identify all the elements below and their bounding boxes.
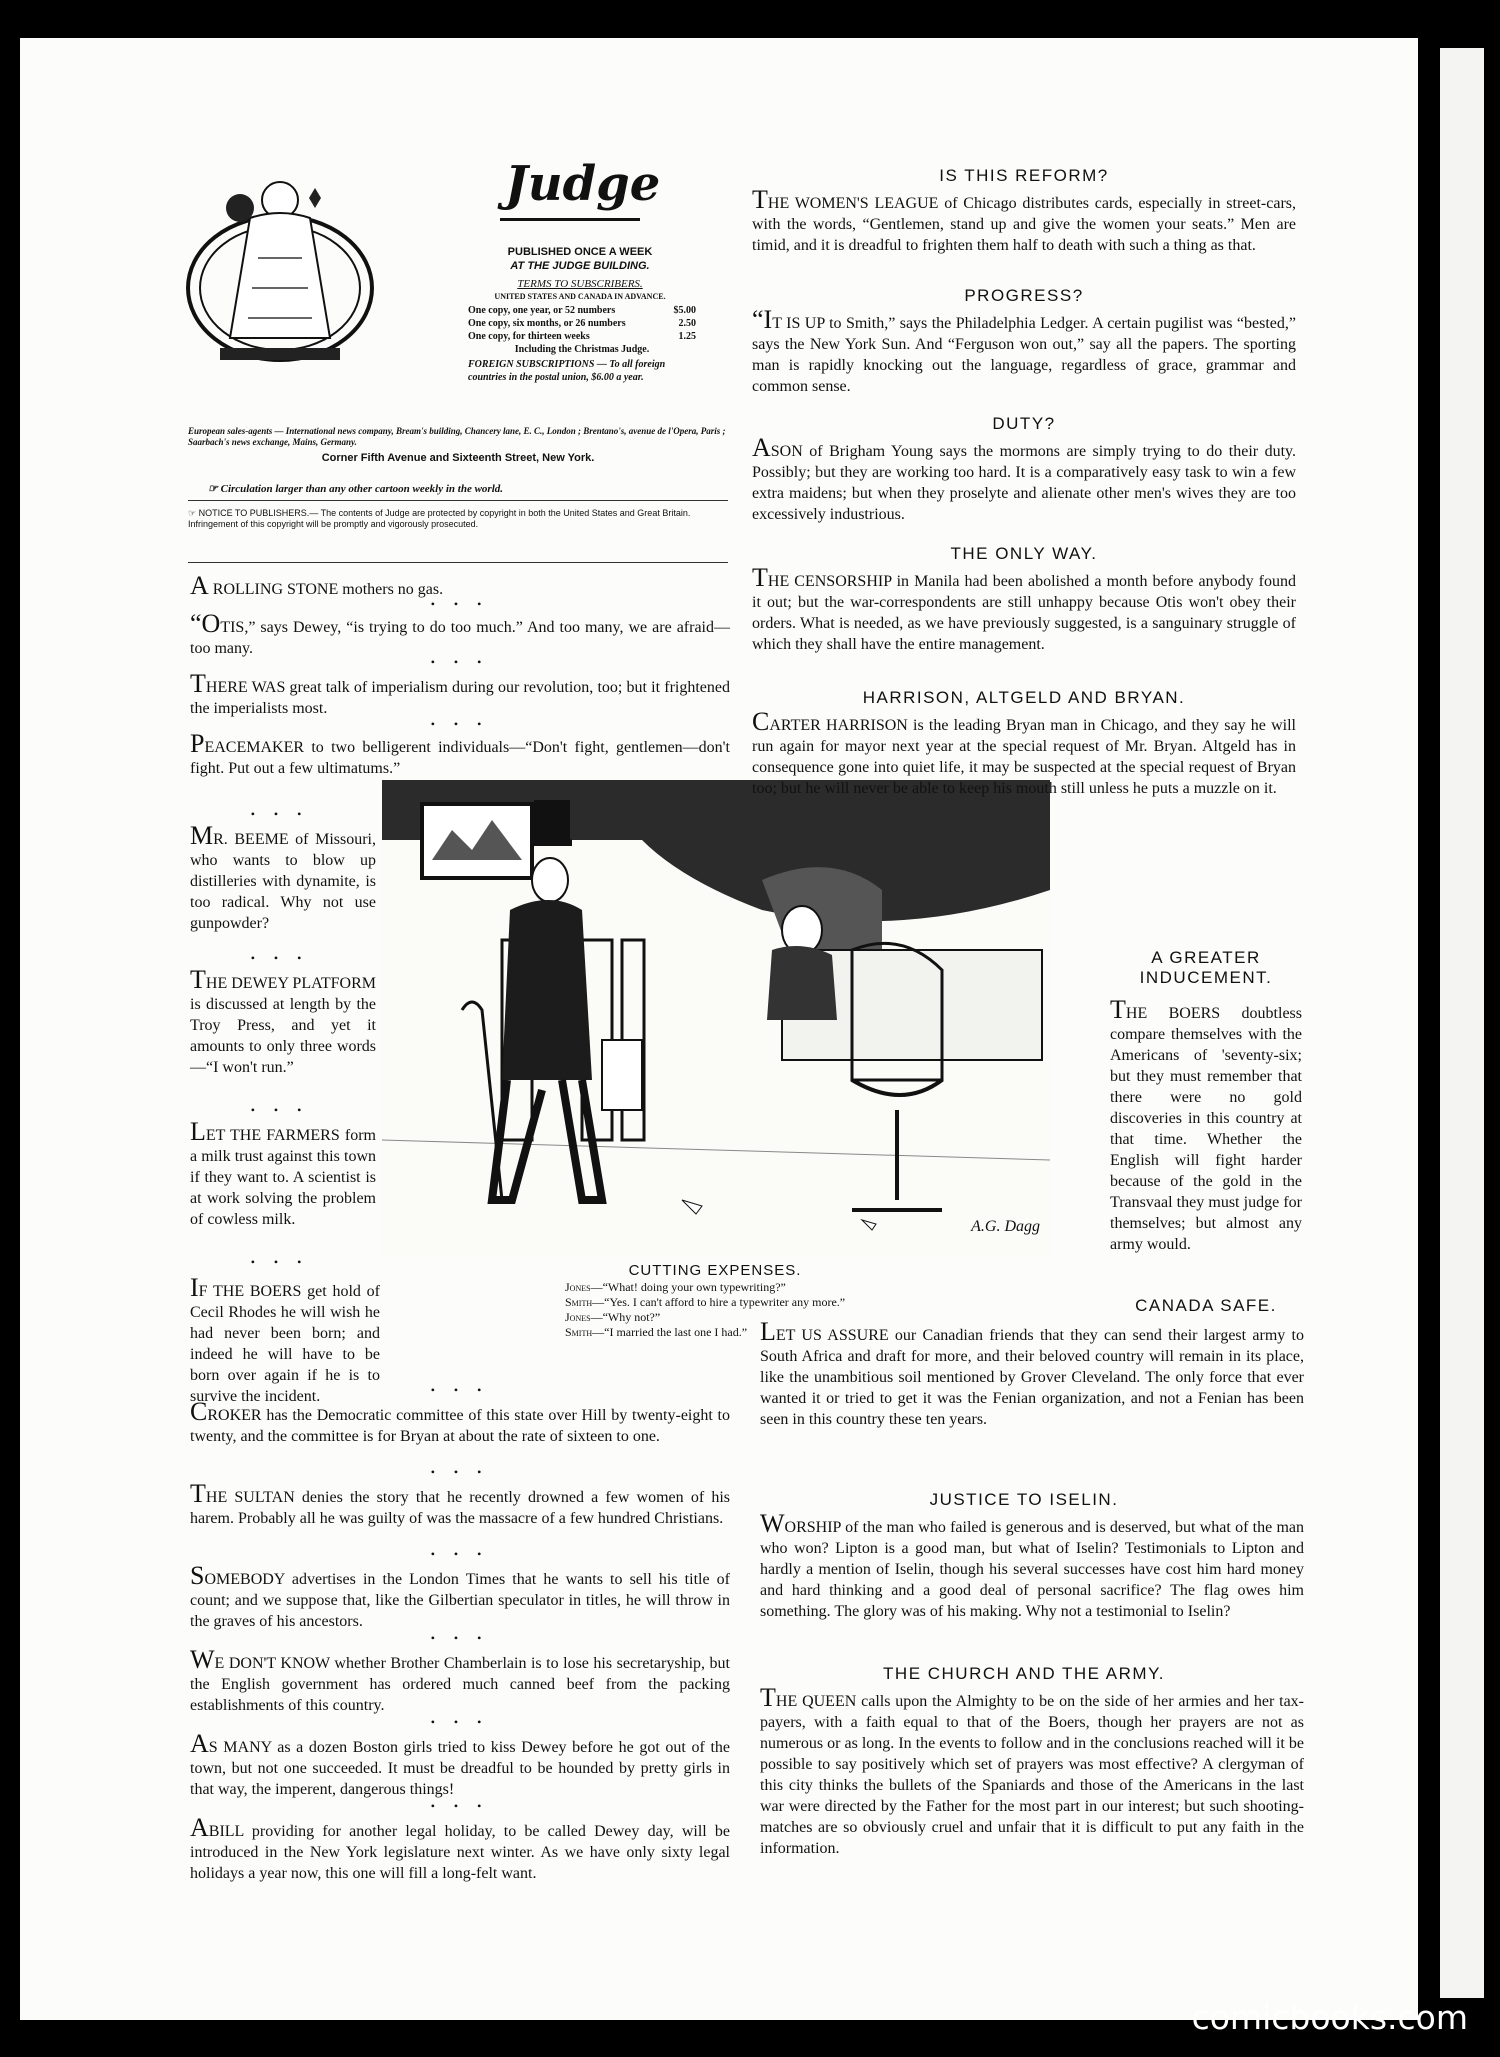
speaker: Jones — [565, 1310, 591, 1324]
rate-label: One copy, one year, or 52 numbers — [468, 305, 616, 316]
left-item — [190, 1813, 730, 1884]
separator: • • • — [430, 717, 490, 731]
item-text: HE QUEEN calls upon the Almighty to be on the side of her armies and her tax-payers, with a faith equal to that of the Boers, though her prayers are not as numerous or as long. In the events to follow and in the conclusions reached will it be possible to say positively which set of prayers was most effective? A clergyman of this city thinks the bullets of the Spaniards and those of the Americans in the last war were directed by the Father for the most part in our interest; but such shooting-matches are so obviously cruel and unfair that it is difficult to put any faith in the information. — [760, 1693, 1304, 1857]
line: What! doing your own typewriting? — [607, 1280, 781, 1294]
line: Why not? — [607, 1310, 655, 1324]
drop-cap: L — [760, 1317, 776, 1346]
line: Yes. I can't afford to hire a typewriter any more. — [609, 1295, 840, 1309]
item-text: HERE WAS great talk of imperialism during our revolution, too; but it frightened the imperialists most. — [190, 679, 730, 717]
drop-cap: W — [760, 1509, 785, 1538]
drop-cap: C — [190, 1397, 208, 1426]
drop-cap: T — [752, 185, 768, 214]
dialogue-line: Smith—“Yes. I can't afford to hire a typewriter any more.” — [565, 1295, 846, 1309]
item-text: BILL providing for another legal holiday, to be called Dewey day, will be introduced in the New York legislature next winter. As we have only sixty legal holidays a year now, this one will fill a long-felt want. — [190, 1823, 730, 1882]
rate-row — [468, 330, 696, 343]
left-item — [190, 1729, 730, 1800]
judge-illustration — [180, 168, 380, 368]
section-heading: CANADA SAFE. — [1135, 1296, 1277, 1315]
pointing-hand-icon: ☞ — [208, 483, 221, 495]
separator: • • • — [430, 1465, 490, 1479]
left-item — [190, 965, 376, 1078]
left-item — [190, 669, 730, 719]
foreign-line: FOREIGN SUBSCRIPTIONS — To all foreign countries in the postal union, $6.00 a year. — [468, 359, 666, 383]
section-heading: IS THIS REFORM? — [939, 166, 1109, 185]
drop-cap: T — [1110, 995, 1126, 1024]
separator: • • • — [250, 807, 310, 821]
drop-cap: M — [190, 821, 214, 850]
item-text: HE CENSORSHIP in Manila had been abolished a month before anybody found it out; but the war-correspondents are still unhappy because Otis won't obey their orders. What is needed, as we have previously suggested, is a sanguinary struggle of which they shall have the entire management. — [752, 573, 1296, 653]
address-line: Corner Fifth Avenue and Sixteenth Street, New York. — [321, 452, 595, 464]
circulation-line — [208, 482, 728, 495]
item-text: HE BOERS doubtless compare themselves with the Americans of 'seventy-six; but they must remember that there were no gold discoveries in this country at that time. Whether the English will fight harder because of the gold in the Transvaal they must judge for themselves; but almost any army would. — [1110, 1005, 1302, 1253]
rate-row — [468, 317, 696, 330]
left-item — [190, 1479, 730, 1529]
item-text: ROKER has the Democratic committee of this state over Hill by twenty-eight to twenty, and the committee is for Bryan at about the rate of sixteen to one. — [190, 1407, 730, 1445]
item-text: E DON'T KNOW whether Brother Chamberlain is to lose his secretaryship, but the English government has ordered much canned beef from the packing establishments of this country. — [190, 1655, 730, 1714]
rate-label: One copy, six months, or 26 numbers — [468, 318, 626, 329]
section-heading: A GREATER INDUCEMENT. — [1139, 948, 1273, 987]
item-text: HE WOMEN'S LEAGUE of Chicago distributes cards, especially in street-cars, with the words, “Gentlemen, stand up and give the women your seats.” Men are timid, and it is dreadful to frighten them half to death with such a thing as that. — [752, 195, 1296, 254]
item-text: ORSHIP of the man who failed is generous and is deserved, but what of the man who won? Lipton is a good man, but what of Iselin? Testimonials to Lipton and hardly a mention of Iselin, though his several successes have cost him hard money and hard thinking and a good deal of personal sacrifice? The flag owes him something. The glory was of his making. Why not a testimonial to Iselin? — [760, 1519, 1304, 1620]
drop-cap: T — [190, 965, 206, 994]
separator: • • • — [430, 597, 490, 611]
separator: • • • — [430, 1631, 490, 1645]
dialogue-line: Jones—“What! doing your own typewriting?” — [565, 1280, 786, 1294]
speaker: Smith — [565, 1295, 593, 1309]
drop-cap: T — [760, 1683, 776, 1712]
separator: • • • — [430, 1547, 490, 1561]
drop-cap: A — [190, 1813, 209, 1842]
right-item — [752, 305, 1296, 397]
rate-row — [468, 304, 696, 317]
drop-cap: S — [190, 1561, 205, 1590]
watermark: comicbooks.com — [1191, 1998, 1468, 2037]
drop-cap: T — [752, 563, 768, 592]
building-line: AT THE JUDGE BUILDING. — [510, 260, 650, 272]
agents-line: European sales-agents — International news company, Bream's building, Chancery lane, E. C., London ; Brentano's, avenue de l'Opera, Paris ; Saarbach's news exchange, Mains, Germany. — [188, 426, 726, 447]
left-item — [190, 1561, 730, 1632]
item-text: OMEBODY advertises in the London Times that he wants to sell his title of count; and we suppose that, like the Gilbertian speculator in titles, he will throw in the graves of his ancestors. — [190, 1571, 730, 1630]
masthead-title: Judge — [505, 156, 661, 212]
item-text: R. BEEME of Missouri, who wants to blow up distilleries with dynamite, is too radical. Why not use gunpowder? — [190, 831, 376, 932]
separator: • • • — [250, 951, 310, 965]
left-item — [190, 729, 730, 779]
left-item — [190, 1645, 730, 1716]
drop-cap: A — [752, 433, 771, 462]
item-text: ARTER HARRISON is the leading Bryan man in Chicago, and they say he will run again for mayor next year at the special request of Mr. Bryan. Altgeld has in consequence gone into quiet life, it may be suspected at the special request of Bryan too; but he will never be able to keep his mouth still unless he puts a muzzle on it. — [752, 717, 1296, 797]
rates-table — [468, 304, 696, 384]
rate-price: 1.25 — [678, 331, 696, 342]
item-text: SON of Brigham Young says the mormons are simply trying to do their duty. Possibly; but they are working too hard. It is a comparatively easy task to win a few extra maidens; but when they proselyte and alienate other men's wives they are too excessively industrious. — [752, 443, 1296, 523]
item-text: EACEMAKER to two belligerent individuals—“Don't fight, gentlemen—don't fight. Put out a few ultimatums.” — [190, 739, 730, 777]
left-item — [190, 1117, 376, 1230]
drop-cap: T — [190, 669, 206, 698]
section-heading: THE ONLY WAY. — [950, 544, 1098, 563]
separator: • • • — [430, 1715, 490, 1729]
masthead — [180, 156, 730, 498]
drop-cap: W — [190, 1645, 215, 1674]
item-text: F THE BOERS get hold of Cecil Rhodes he will wish he had never been born; and indeed he will have to be born over again if he is to survive the incident. — [190, 1283, 380, 1405]
rate-price: $5.00 — [673, 305, 696, 316]
right-item — [760, 1509, 1304, 1622]
adjacent-page-edge — [1440, 48, 1484, 1998]
section-heading: DUTY? — [992, 414, 1056, 433]
drop-cap: “O — [190, 609, 221, 638]
drop-cap: P — [190, 729, 205, 758]
terms-sub: UNITED STATES AND CANADA IN ADVANCE. — [494, 292, 666, 301]
separator: • • • — [250, 1103, 310, 1117]
item-text: ET US ASSURE our Canadian friends that they can send their largest army to South Africa and draft for more, and their beloved country will remain in its place, like the unambitious soil mentioned by Grover Cleveland. The only force that ever wanted it or tried to get it was the Fenian organization, and not a Fenian has been seen in this country these ten years. — [760, 1327, 1304, 1428]
item-text: HE DEWEY PLATFORM is discussed at length by the Troy Press, and yet it amounts to only three words—“I won't run.” — [190, 975, 376, 1076]
cartoon-signature: A.G. Dagg — [971, 1218, 1040, 1235]
right-item — [1110, 995, 1302, 1255]
pointing-hand-icon: ☞ — [188, 508, 199, 518]
right-item — [752, 563, 1296, 655]
notice-line — [188, 508, 728, 530]
speaker: Smith — [565, 1325, 593, 1339]
line: I married the last one I had. — [609, 1325, 742, 1339]
masthead-rule — [188, 500, 728, 501]
terms-line: TERMS TO SUBSCRIBERS. — [517, 278, 643, 290]
including-line: Including the Christmas Judge. — [514, 344, 650, 355]
right-item — [752, 707, 1296, 932]
rate-label: One copy, for thirteen weeks — [468, 331, 590, 342]
section-heading: HARRISON, ALTGELD AND BRYAN. — [862, 688, 1186, 707]
item-text: T IS UP to Smith,” says the Philadelphia Ledger. A certain pugilist was “bested,” says the New York Sun. And “Ferguson won out,” say all the papers. The sporting man is rapidly knocking out the language, regardless of grace, grammar and common sense. — [752, 315, 1296, 395]
section-heading: PROGRESS? — [964, 286, 1084, 305]
left-item — [190, 1397, 730, 1447]
notice-text: NOTICE TO PUBLISHERS.— The contents of Judge are protected by copyright in both the United States and Great Britain. Infringement of this copyright will be promptly and vigorously prosecuted. — [188, 508, 691, 529]
published-line: PUBLISHED ONCE A WEEK — [507, 246, 653, 258]
drop-cap: “I — [752, 305, 773, 334]
separator: • • • — [250, 1255, 310, 1269]
drop-cap: A — [190, 1729, 209, 1758]
left-item — [190, 609, 730, 659]
right-item — [760, 1683, 1304, 1859]
drop-cap: I — [190, 1273, 199, 1302]
masthead-bottom-rule — [188, 562, 728, 563]
title-underline — [500, 218, 640, 221]
drop-cap: C — [752, 707, 770, 736]
separator: • • • — [430, 1799, 490, 1813]
drop-cap: L — [190, 1117, 206, 1146]
speaker: Jones — [565, 1280, 591, 1294]
item-text: TIS,” says Dewey, “is trying to do too much.” And too many, we are afraid—too many. — [190, 619, 730, 657]
item-text: S MANY as a dozen Boston girls tried to kiss Dewey before he got out of the town, but not one succeeded. It must be dreadful to be hounded by pretty girls in that way, the imperent, dangerous things! — [190, 1739, 730, 1798]
circulation-text: Circulation larger than any other cartoon weekly in the world. — [220, 483, 503, 495]
section-heading: JUSTICE TO ISELIN. — [929, 1490, 1119, 1509]
separator: • • • — [430, 655, 490, 669]
separator: • • • — [430, 1383, 490, 1397]
rate-price: 2.50 — [678, 318, 696, 329]
right-item — [752, 185, 1296, 256]
right-item — [752, 433, 1296, 525]
dialogue-line: Smith—“I married the last one I had.” — [565, 1325, 748, 1339]
section-heading: THE CHURCH AND THE ARMY. — [883, 1664, 1165, 1683]
cartoon-caption: CUTTING EXPENSES. — [628, 1262, 802, 1279]
dialogue-line: Jones—“Why not?” — [565, 1310, 661, 1324]
item-text: ET THE FARMERS form a milk trust against this town if they want to. A scientist is at work solving the problem of cowless milk. — [190, 1127, 376, 1228]
drop-cap: T — [190, 1479, 206, 1508]
right-item — [760, 1317, 1304, 1430]
item-text: HE SULTAN denies the story that he recently drowned a few women of his harem. Probably all he was guilty of was the massacre of a few hundred Christians. — [190, 1489, 730, 1527]
item-text: ROLLING STONE mothers no gas. — [212, 581, 444, 598]
drop-cap: A — [190, 571, 209, 600]
left-item — [190, 821, 376, 934]
